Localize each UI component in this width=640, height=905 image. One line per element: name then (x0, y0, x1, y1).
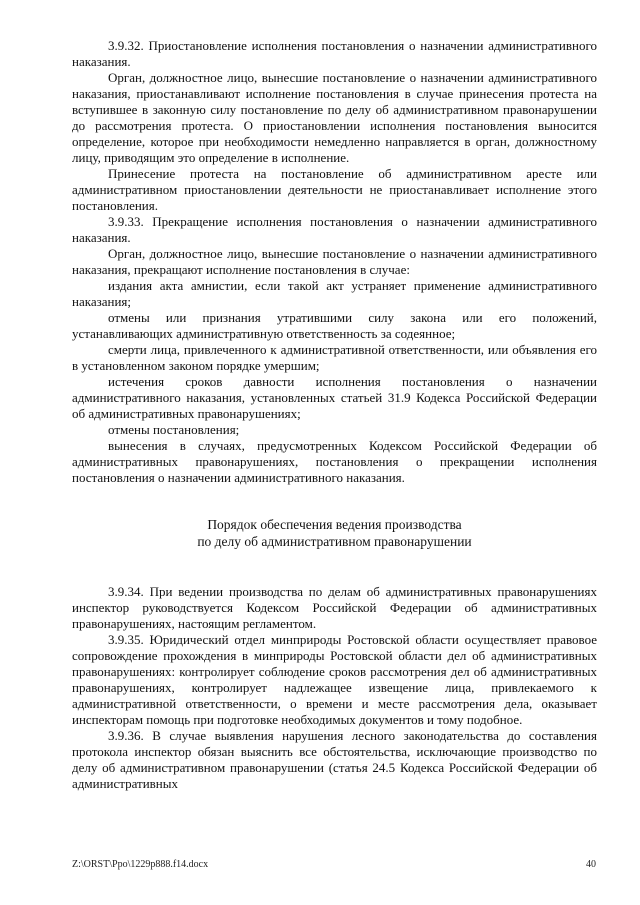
paragraph: Орган, должностное лицо, вынесшие постановление о назначении административного наказания, приостанавливают исполнение постановления в случае принесения протеста на вступившее в законную силу постановление по делу об административном правонарушении до рассмотрения протеста. О приостановлении исполнения постановления выносится определение, которое при необходимости немедленно направляется в орган, должностному лицу, приводящим это определение в исполнение. (72, 70, 597, 165)
list-item: отмены постановления; (108, 422, 240, 437)
paragraph-3-9-35: 3.9.35. Юридический отдел минприроды Ростовской области осуществляет правовое сопровождение прохождения в минприроды Ростовской области дел об административных правонарушениях: контролирует соблюдение сроков рассмотрения дел об административных правонарушениях, контролирует надлежащее извещение лица, привлекаемого к административной ответственности, о времени и месте рассмотрения дела, оказывает инспекторам помощь при подготовке необходимых документов и тому подобное. (72, 632, 597, 727)
section-heading (72, 516, 597, 550)
paragraph-3-9-34: 3.9.34. При ведении производства по делам об административных правонарушениях инспектор руководствуется Кодексом Российской Федерации об административных правонарушениях, настоящим регламентом. (72, 584, 597, 631)
list-item: издания акта амнистии, если такой акт устраняет применение административного наказания; (72, 278, 597, 309)
list-item: истечения сроков давности исполнения постановления о назначении административного наказания, установленных статьей 31.9 Кодекса Российской Федерации об административных правонарушениях; (72, 374, 597, 421)
list-item: отмены или признания утратившими силу закона или его положений, устанавливающих административную ответственность за содеянное; (72, 310, 597, 341)
footer-file-path: Z:\ORST\Ppo\1229p888.f14.docx (72, 859, 209, 870)
document-body (72, 38, 597, 792)
list-item: вынесения в случаях, предусмотренных Кодексом Российской Федерации об административных правонарушениях, постановления о прекращении исполнения постановления о назначении административного наказания. (72, 438, 597, 485)
paragraph-3-9-33-title: 3.9.33. Прекращение исполнения постановления о назначении административного наказания. (72, 214, 597, 245)
paragraph-3-9-36: 3.9.36. В случае выявления нарушения лесного законодательства до составления протокола инспектор обязан выяснить все обстоятельства, исключающие производство по делу об административном правонарушении (статья 24.5 Кодекса Российской Федерации об административных (72, 728, 597, 791)
paragraph-3-9-32-title: 3.9.32. Приостановление исполнения постановления о назначении административного наказания. (72, 38, 597, 69)
paragraph: Принесение протеста на постановление об административном аресте или административном приостановлении деятельности не приостанавливает исполнение этого постановления. (72, 166, 597, 213)
list-item: смерти лица, привлеченного к административной ответственности, или объявления его в установленном законом порядке умершим; (72, 342, 597, 373)
section-heading-line-2: по делу об административном правонарушении (197, 534, 472, 549)
paragraph: Орган, должностное лицо, вынесшие постановление о назначении административного наказания, прекращают исполнение постановления в случае: (72, 246, 597, 277)
section-heading-line-1: Порядок обеспечения ведения производства (207, 517, 462, 532)
footer-page-number: 40 (586, 859, 596, 870)
